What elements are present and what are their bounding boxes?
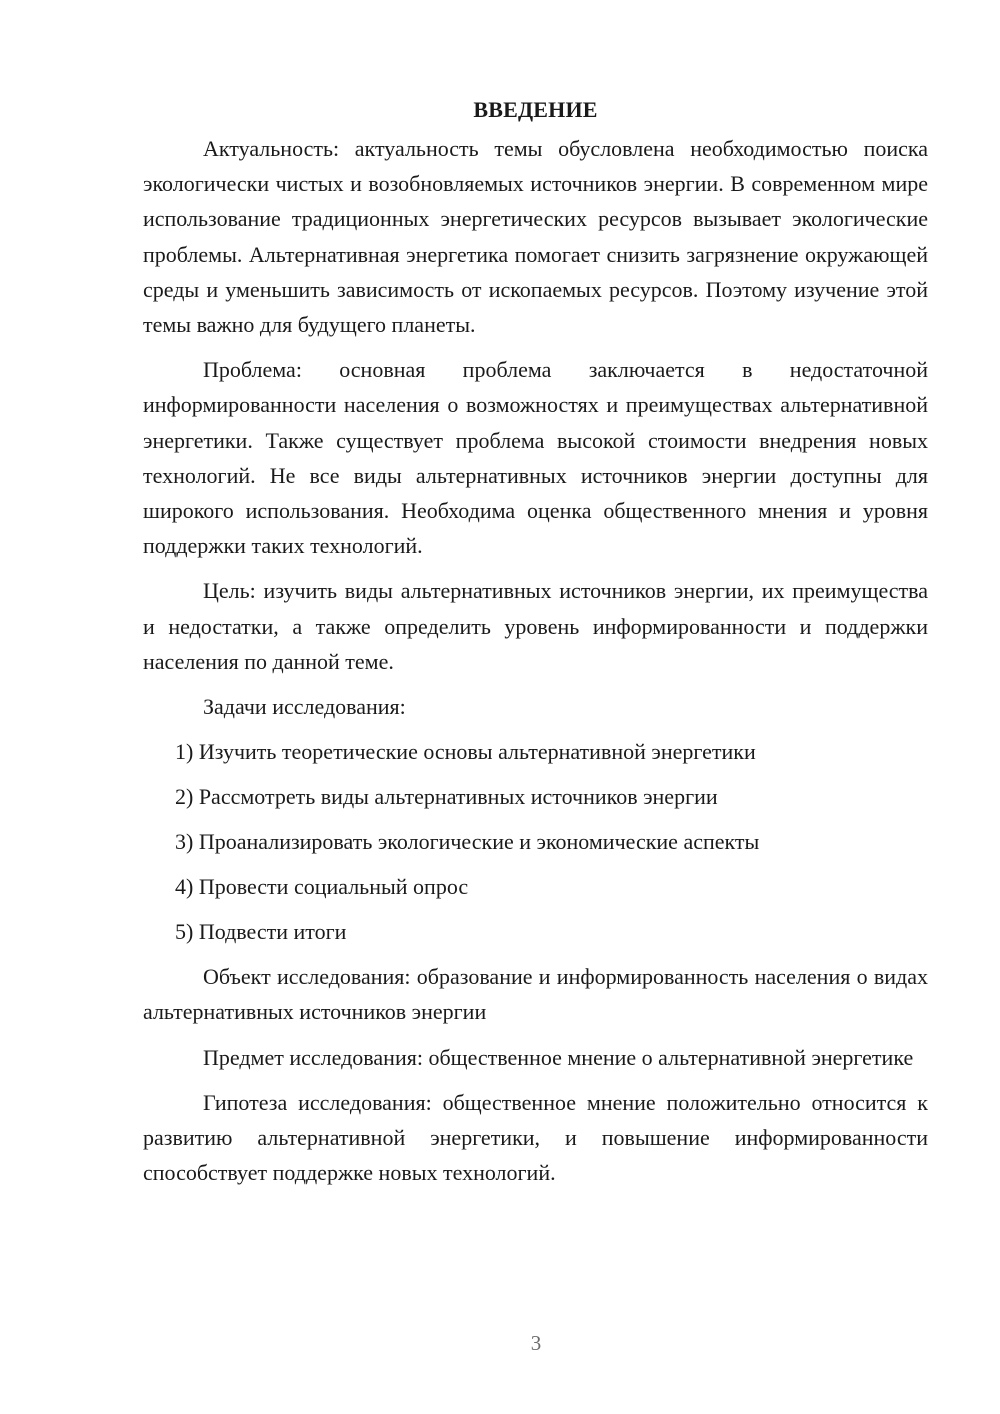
- problem-paragraph: Проблема: основная проблема заключается в недостаточной информированности населения о возможностях и преимуществах альтернативной энергетики. Также существует проблема высокой стоимости внедрения новых технологий. Не все виды альтернативных источников энергии доступны для широкого использования. Необходима оценка общественного мнения и уровня поддержки таких технологий.: [143, 357, 928, 559]
- list-item: 4) Провести социальный опрос: [175, 874, 469, 900]
- list-item: 2) Рассмотреть виды альтернативных источников энергии: [175, 784, 718, 810]
- document-page: [143, 92, 928, 1200]
- relevance-paragraph: Актуальность: актуальность темы обусловлена необходимостью поиска экологически чистых и возобновляемых источников энергии. В современном мире использование традиционных энергетических ресурсов вызывает экологические проблемы. Альтернативная энергетика помогает снизить загрязнение окружающей среды и уменьшить зависимость от ископаемых ресурсов. Поэтому изучение этой темы важно для будущего планеты.: [143, 136, 928, 338]
- hypothesis-paragraph: Гипотеза исследования: общественное мнение положительно относится к развитию альтернативной энергетики, и повышение информированности способствует поддержке новых технологий.: [143, 1089, 928, 1186]
- list-item: 3) Проанализировать экологические и экономические аспекты: [175, 829, 760, 855]
- tasks-list: [143, 734, 928, 949]
- page-title: ВВЕДЕНИЕ: [473, 97, 598, 122]
- page-number: 3: [530, 1331, 542, 1355]
- tasks-heading: Задачи исследования:: [203, 694, 406, 720]
- list-item: 5) Подвести итоги: [175, 919, 347, 945]
- list-item: 1) Изучить теоретические основы альтернативной энергетики: [175, 739, 756, 765]
- goal-paragraph: Цель: изучить виды альтернативных источников энергии, их преимущества и недостатки, а также определить уровень информированности и поддержки населения по данной теме.: [143, 578, 928, 674]
- object-paragraph: Объект исследования: образование и информированность населения о видах альтернативных источников энергии: [143, 964, 928, 1025]
- subject-paragraph: Предмет исследования: общественное мнение о альтернативной энергетике: [203, 1044, 914, 1070]
